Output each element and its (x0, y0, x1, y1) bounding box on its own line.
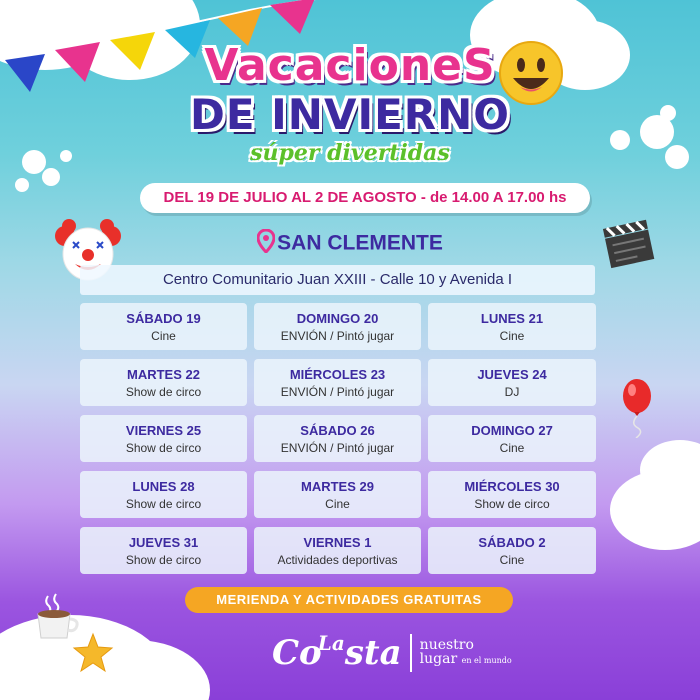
schedule-day: SÁBADO 2 (478, 535, 546, 550)
schedule-day: LUNES 28 (132, 479, 195, 494)
balloon-icon (620, 378, 656, 438)
schedule-cell (80, 415, 247, 462)
schedule-day: LUNES 21 (480, 311, 544, 326)
schedule-day: MARTES 22 (127, 367, 200, 382)
schedule-activity: Cine (151, 329, 176, 343)
schedule-activity: Show de circo (125, 441, 202, 455)
schedule-cell (80, 471, 247, 518)
la-costa-logo (272, 628, 512, 678)
schedule-day: DOMINGO 27 (471, 423, 553, 438)
schedule-day: VIERNES 1 (303, 535, 372, 550)
schedule-cell (428, 471, 596, 518)
logo-brand-la: La (317, 631, 345, 655)
cloud-dot (15, 178, 29, 192)
schedule-activity: Cine (325, 497, 350, 511)
schedule-activity: Show de circo (125, 385, 202, 399)
date-range-banner: DEL 19 DE JULIO AL 2 DE AGOSTO - de 14.00 A 17.00 hs (140, 183, 590, 213)
schedule-activity: Cine (499, 329, 525, 343)
title-vacaciones: VacacioneS (204, 40, 496, 91)
location-name: SAN CLEMENTE (277, 231, 443, 255)
schedule-day: JUEVES 31 (128, 535, 199, 550)
logo-tagline-lugar: lugar (419, 651, 458, 667)
schedule-cell (428, 527, 596, 574)
schedule-day: SÁBADO 19 (126, 311, 201, 326)
logo-brand-co: Co (272, 633, 322, 673)
venue-address: Centro Comunitario Juan XXIII - Calle 10 y Avenida I (80, 265, 595, 295)
schedule-day: DOMINGO 20 (296, 311, 379, 326)
location-pin-icon (257, 229, 275, 259)
logo-tagline (420, 638, 512, 668)
schedule-cell (428, 359, 596, 406)
schedule-day: JUEVES 24 (477, 367, 547, 382)
schedule-activity: DJ (504, 385, 520, 399)
free-snack-banner: MERIENDA Y ACTIVIDADES GRATUITAS (185, 587, 513, 613)
schedule-day: MIÉRCOLES 30 (464, 479, 560, 494)
schedule-day: MARTES 29 (301, 479, 374, 494)
schedule-day: MIÉRCOLES 23 (289, 367, 386, 382)
schedule-cell (428, 415, 596, 462)
logo-separator (410, 634, 412, 672)
logo-tagline-nuestro: nuestro (419, 637, 474, 653)
cloud-dot (42, 168, 60, 186)
schedule-cell (254, 527, 421, 574)
location-heading (0, 229, 700, 259)
title-de-invierno: DE INVIERNO (190, 90, 510, 139)
schedule-activity: ENVIÓN / Pintó jugar (280, 385, 395, 399)
schedule-cell (80, 527, 247, 574)
schedule-cell (428, 303, 596, 350)
schedule-cell (254, 303, 421, 350)
schedule-activity: Actividades deportivas (277, 553, 398, 567)
schedule-activity: Show de circo (125, 553, 202, 567)
logo-brand-sta: sta (344, 633, 402, 673)
schedule-activity: Show de circo (125, 497, 202, 511)
schedule-cell (254, 415, 421, 462)
schedule-day: SÁBADO 26 (300, 423, 375, 438)
schedule-cell (80, 303, 247, 350)
schedule-cell (254, 471, 421, 518)
schedule-activity: Cine (499, 441, 525, 455)
schedule-day: VIERNES 25 (125, 423, 202, 438)
schedule-activity: ENVIÓN / Pintó jugar (280, 441, 395, 455)
schedule-activity: Show de circo (474, 497, 550, 511)
star-icon (72, 632, 114, 674)
logo-tagline-small: en el mundo (461, 656, 512, 665)
schedule-cell (80, 359, 247, 406)
schedule-cell (254, 359, 421, 406)
subtitle: súper divertidas (250, 140, 450, 166)
schedule-activity: Cine (499, 553, 525, 567)
schedule-activity: ENVIÓN / Pintó jugar (280, 329, 395, 343)
schedule-grid (80, 303, 596, 574)
